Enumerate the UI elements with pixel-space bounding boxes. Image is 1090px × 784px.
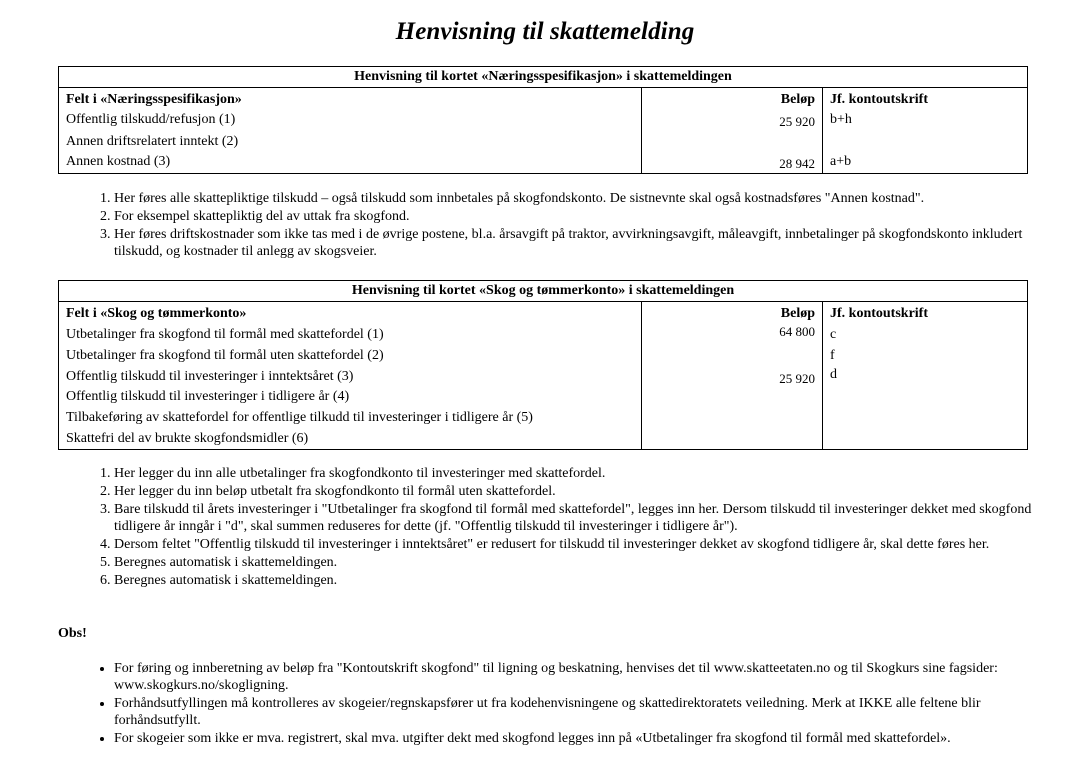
table-row: [59, 427, 1028, 450]
field-label: Skattefri del av brukte skogfondsmidler (6): [59, 427, 642, 450]
table2-notes: [114, 465, 1034, 590]
table-row: [59, 365, 1028, 388]
column-header-field: Felt i «Næringsspesifikasjon»: [59, 88, 642, 110]
column-header-statement: Jf. kontoutskrift: [823, 88, 1028, 110]
table-row: [59, 109, 1028, 131]
column-header-field: Felt i «Skog og tømmerkonto»: [59, 302, 642, 324]
amount-value: [642, 406, 823, 427]
amount-value: 25 920: [642, 365, 823, 388]
obs-item: • For skogeier som ikke er mva. registrert, skal mva. utgifter dekt med skogfond legges inn på «Utbetalinger fra skogfond til formål med skattefordel».: [114, 730, 1034, 747]
table-row: [59, 151, 1028, 174]
obs-item: • For føring og innberetning av beløp fra "Kontoutskrift skogfond" til ligning og beskatning, henvises det til www.skatteetaten.no og til Skogkurs sine fagsider: www.skogkurs.no/skogligning.: [114, 660, 1034, 694]
statement-ref: [823, 427, 1028, 450]
note-item: 1. Her legger du inn alle utbetalinger fra skogfondkonto til investeringer med skattefordel.: [114, 465, 1034, 482]
table-caption: Henvisning til kortet «Næringsspesifikasjon» i skattemeldingen: [59, 67, 1028, 88]
field-label: Utbetalinger fra skogfond til formål med skattefordel (1): [59, 323, 642, 344]
table-caption: Henvisning til kortet «Skog og tømmerkonto» i skattemeldingen: [59, 281, 1028, 302]
field-label: Offentlig tilskudd til investeringer i tidligere år (4): [59, 388, 642, 406]
amount-value: [642, 131, 823, 151]
amount-value: 28 942: [642, 151, 823, 174]
obs-list: [114, 660, 1034, 748]
statement-ref: f: [823, 344, 1028, 365]
field-label: Offentlig tilskudd/refusjon (1): [59, 109, 642, 131]
note-item: 3. Bare tilskudd til årets investeringer i "Utbetalinger fra skogfond til formål med skattefordel", legges inn her. Dersom tilskudd til investeringer dekket med skogfond tidligere år inngår i "d", skal summen reduseres for dette (jf. "Offentlig tilskudd til investeringer i tidligere år").: [114, 501, 1034, 535]
field-label: Annen kostnad (3): [59, 151, 642, 174]
amount-value: [642, 344, 823, 365]
page-title: Henvisning til skattemelding: [395, 18, 695, 45]
statement-ref: b+h: [823, 109, 1028, 131]
table-row: [59, 406, 1028, 427]
column-header-amount: Beløp: [642, 88, 823, 110]
statement-ref: a+b: [823, 151, 1028, 174]
note-item: 3. Her føres driftskostnader som ikke tas med i de øvrige postene, bl.a. årsavgift på traktor, avvirkningsavgift, måleavgift, innbetalinger på skogfondskonto inkludert tilskudd, og kostnader til anlegg av skogsveier.: [114, 226, 1034, 260]
statement-ref: c: [823, 323, 1028, 344]
column-header-statement: Jf. kontoutskrift: [823, 302, 1028, 324]
statement-ref: [823, 388, 1028, 406]
table1-notes: [114, 190, 1034, 261]
note-item: 4. Dersom feltet "Offentlig tilskudd til investeringer i inntektsåret" er redusert for tilskudd til investeringer dekket av skogfond tidligere år, skal dette føres her.: [114, 536, 1034, 553]
note-item: 2. For eksempel skattepliktig del av uttak fra skogfond.: [114, 208, 1034, 225]
column-header-amount: Beløp: [642, 302, 823, 324]
amount-value: 25 920: [642, 109, 823, 131]
note-item: 1. Her føres alle skattepliktige tilskudd – også tilskudd som innbetales på skogfondskonto. De sistnevnte skal også kostnadsføres "Annen kostnad".: [114, 190, 1034, 207]
field-label: Offentlig tilskudd til investeringer i inntektsåret (3): [59, 365, 642, 388]
table-row: [59, 344, 1028, 365]
amount-value: [642, 388, 823, 406]
obs-item: • Forhåndsutfyllingen må kontrolleres av skogeier/regnskapsfører ut fra kodehenvisningene og skattedirektoratets veiledning. Merk at IKKE alle feltene blir forhåndsutfyllt.: [114, 695, 1034, 729]
field-label: Annen driftsrelatert inntekt (2): [59, 131, 642, 151]
amount-value: 64 800: [642, 323, 823, 344]
table-row: [59, 388, 1028, 406]
field-label: Utbetalinger fra skogfond til formål uten skattefordel (2): [59, 344, 642, 365]
statement-ref: [823, 406, 1028, 427]
amount-value: [642, 427, 823, 450]
statement-ref: d: [823, 365, 1028, 388]
obs-heading: Obs!: [58, 626, 87, 641]
field-label: Tilbakeføring av skattefordel for offentlige tilkudd til investeringer i tidligere år (5): [59, 406, 642, 427]
naeringsspesifikasjon-table: [58, 66, 1028, 174]
table-row: [59, 131, 1028, 151]
statement-ref: [823, 131, 1028, 151]
note-item: 2. Her legger du inn beløp utbetalt fra skogfondkonto til formål uten skattefordel.: [114, 483, 1034, 500]
note-item: 6. Beregnes automatisk i skattemeldingen.: [114, 572, 1034, 589]
note-item: 5. Beregnes automatisk i skattemeldingen.: [114, 554, 1034, 571]
table-row: [59, 323, 1028, 344]
skog-og-tommerkonto-table: [58, 280, 1028, 450]
